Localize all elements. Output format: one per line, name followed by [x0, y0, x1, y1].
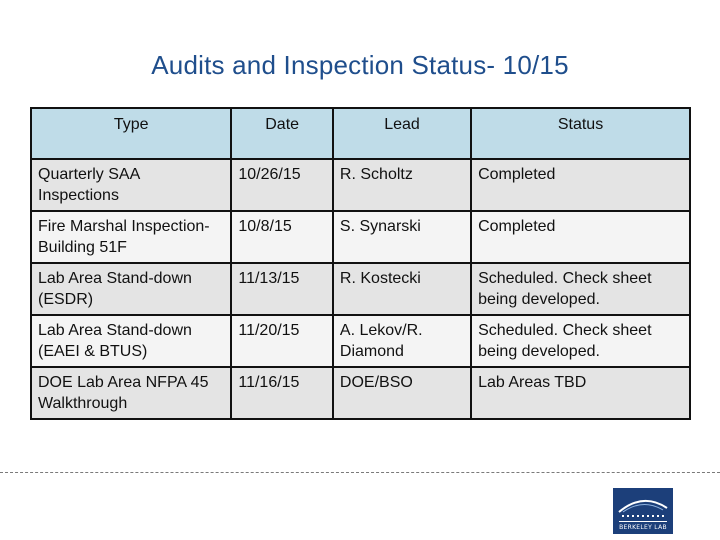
cell-lead: A. Lekov/R. Diamond: [333, 315, 471, 367]
table-row: [31, 159, 690, 211]
footer-divider: [0, 472, 720, 473]
logo-text: BERKELEY LAB: [619, 524, 667, 531]
cell-status: Completed: [471, 211, 690, 263]
header-status: Status: [471, 108, 690, 159]
cell-date: 11/13/15: [231, 263, 333, 315]
header-type: Type: [31, 108, 231, 159]
cell-lead: S. Synarski: [333, 211, 471, 263]
cell-status: Scheduled. Check sheet being developed.: [471, 263, 690, 315]
table-row: [31, 263, 690, 315]
berkeley-lab-logo: [613, 488, 673, 534]
cell-type: Lab Area Stand-down (EAEI & BTUS): [31, 315, 231, 367]
cell-lead: DOE/BSO: [333, 367, 471, 419]
header-lead: Lead: [333, 108, 471, 159]
cell-status: Lab Areas TBD: [471, 367, 690, 419]
table-header-row: [31, 108, 690, 159]
cell-status: Scheduled. Check sheet being developed.: [471, 315, 690, 367]
cell-status: Completed: [471, 159, 690, 211]
cell-date: 10/8/15: [231, 211, 333, 263]
audit-status-table: [30, 107, 691, 420]
header-date: Date: [231, 108, 333, 159]
cell-date: 10/26/15: [231, 159, 333, 211]
cell-type: Lab Area Stand-down (ESDR): [31, 263, 231, 315]
table-row: [31, 315, 690, 367]
table-row: [31, 367, 690, 419]
cell-lead: R. Kostecki: [333, 263, 471, 315]
cell-type: Quarterly SAA Inspections: [31, 159, 231, 211]
cell-type: DOE Lab Area NFPA 45 Walkthrough: [31, 367, 231, 419]
table-row: [31, 211, 690, 263]
slide-title: Audits and Inspection Status- 10/15: [151, 50, 569, 80]
cell-date: 11/16/15: [231, 367, 333, 419]
cell-type: Fire Marshal Inspection- Building 51F: [31, 211, 231, 263]
cell-lead: R. Scholtz: [333, 159, 471, 211]
cell-date: 11/20/15: [231, 315, 333, 367]
